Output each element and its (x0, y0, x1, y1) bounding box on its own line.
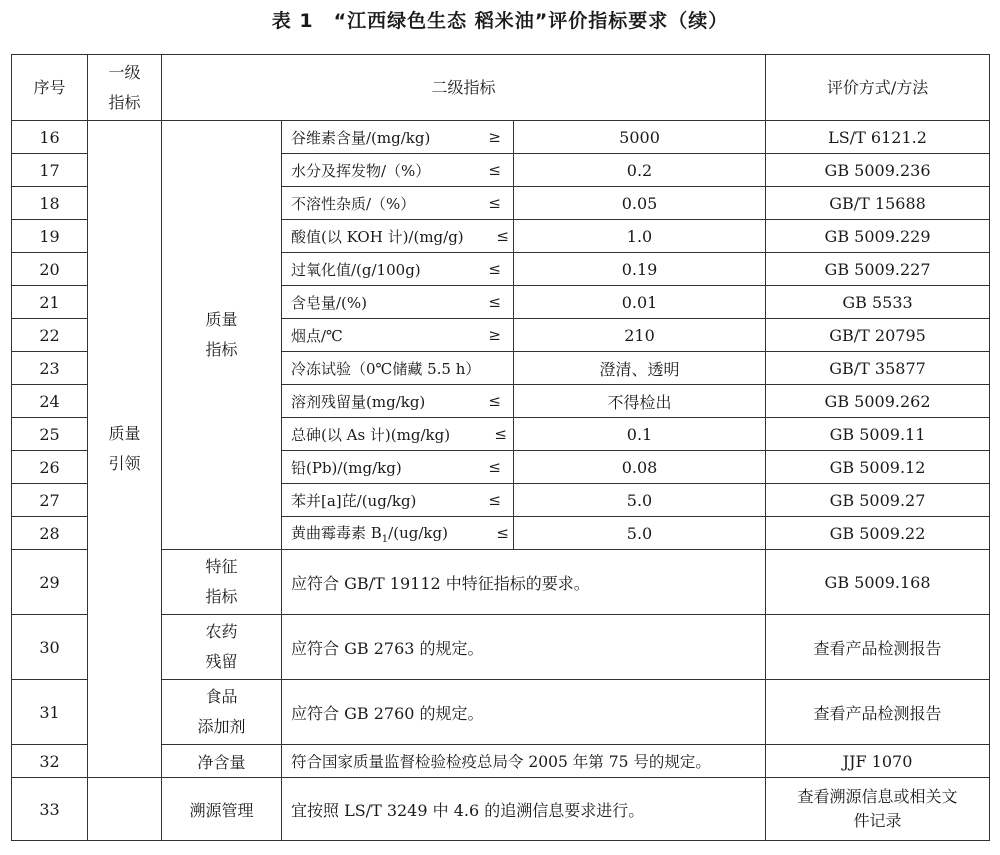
indicator-value: 0.05 (514, 187, 766, 220)
empty-cell (88, 778, 162, 841)
requirement-desc: 符合国家质量监督检验检疫总局令 2005 年第 75 号的规定。 (282, 745, 766, 778)
category-cell (162, 550, 282, 615)
operator: ≤ (488, 458, 501, 476)
indicator-name (282, 517, 514, 550)
category-cell: 溯源管理 (162, 778, 282, 841)
indicator-method: GB 5009.27 (766, 484, 990, 517)
group-quality-lead-line1: 质量 (108, 424, 141, 443)
indicator-name (282, 385, 514, 418)
indicator-name (282, 187, 514, 220)
indicator-value: 5000 (514, 121, 766, 154)
indicator-name (282, 286, 514, 319)
indicator-name (282, 253, 514, 286)
indicator-name (282, 220, 514, 253)
row-no: 17 (12, 154, 88, 187)
indicator-value: 0.2 (514, 154, 766, 187)
indicator-method: GB 5009.227 (766, 253, 990, 286)
indicator-name (282, 121, 514, 154)
indicator-method: GB/T 15688 (766, 187, 990, 220)
method-line2: 件记录 (853, 811, 902, 830)
indicator-value: 5.0 (514, 517, 766, 550)
indicator-label: 烟点/℃ (291, 326, 343, 345)
row-no: 31 (12, 680, 88, 745)
category-cell (162, 615, 282, 680)
table-title: 表 1 “江西绿色生态 稻米油”评价指标要求（续） (271, 10, 729, 32)
indicator-label-sub: 1 (381, 533, 389, 545)
row-no: 23 (12, 352, 88, 385)
indicator-name (282, 319, 514, 352)
indicator-name (282, 451, 514, 484)
indicator-value: 0.19 (514, 253, 766, 286)
indicator-method: GB/T 20795 (766, 319, 990, 352)
indicator-value: 1.0 (514, 220, 766, 253)
row-no: 29 (12, 550, 88, 615)
indicator-method: GB 5009.262 (766, 385, 990, 418)
category-line2: 添加剂 (197, 717, 246, 736)
operator: ≤ (496, 227, 509, 245)
header-level1 (88, 55, 162, 121)
indicator-value: 5.0 (514, 484, 766, 517)
category-line1: 食品 (205, 687, 238, 706)
indicator-value: 澄清、透明 (514, 352, 766, 385)
row-no: 21 (12, 286, 88, 319)
category-line1: 特征 (205, 557, 238, 576)
indicator-label: 溶剂残留量(mg/kg) (291, 392, 426, 411)
row-no: 33 (12, 778, 88, 841)
indicator-method: GB 5009.236 (766, 154, 990, 187)
indicator-method: 查看产品检测报告 (766, 680, 990, 745)
row-no: 26 (12, 451, 88, 484)
indicator-label: 谷维素含量/(mg/kg) (291, 128, 431, 147)
row-no: 22 (12, 319, 88, 352)
requirement-desc: 应符合 GB 2763 的规定。 (282, 615, 766, 680)
group-quality-lead (88, 121, 162, 778)
operator: ≤ (488, 293, 501, 311)
indicator-method: GB 5009.229 (766, 220, 990, 253)
row-no: 18 (12, 187, 88, 220)
row-no: 25 (12, 418, 88, 451)
indicator-label: 过氧化值/(g/100g) (291, 260, 421, 279)
indicator-label: 苯并[a]芘/(ug/kg) (291, 491, 417, 510)
row-no: 24 (12, 385, 88, 418)
indicator-method: GB/T 35877 (766, 352, 990, 385)
indicator-method (766, 778, 990, 841)
indicator-method: GB 5009.12 (766, 451, 990, 484)
indicator-value: 0.1 (514, 418, 766, 451)
indicator-label: 总砷(以 As 计)(mg/kg) (291, 425, 451, 444)
operator: ≤ (488, 161, 501, 179)
operator: ≤ (494, 425, 507, 443)
operator: ≥ (488, 128, 501, 146)
indicator-label-post: /(ug/kg) (388, 523, 448, 542)
row-no: 28 (12, 517, 88, 550)
method-line1: 查看溯源信息或相关文 (797, 787, 958, 806)
indicator-method: GB 5009.22 (766, 517, 990, 550)
indicator-label: 水分及挥发物/（%） (291, 161, 431, 180)
header-level1-line1: 一级 (108, 62, 141, 82)
indicator-name (282, 154, 514, 187)
indicator-label (291, 522, 448, 545)
operator: ≤ (496, 524, 509, 542)
row-no: 32 (12, 745, 88, 778)
category-cell (162, 680, 282, 745)
indicator-name (282, 418, 514, 451)
row-no: 27 (12, 484, 88, 517)
table-row (12, 121, 990, 154)
indicator-method: GB 5009.11 (766, 418, 990, 451)
header-level2: 二级指标 (162, 55, 766, 121)
indicator-value: 不得检出 (514, 385, 766, 418)
requirement-desc: 宜按照 LS/T 3249 中 4.6 的追溯信息要求进行。 (282, 778, 766, 841)
header-row (12, 55, 990, 121)
indicator-label: 不溶性杂质/（%） (291, 194, 416, 213)
row-no: 19 (12, 220, 88, 253)
indicator-label: 冷冻试验（0℃储藏 5.5 h） (291, 359, 481, 378)
operator: ≤ (488, 194, 501, 212)
row-no: 30 (12, 615, 88, 680)
group-quality-index (162, 121, 282, 550)
requirement-desc: 应符合 GB/T 19112 中特征指标的要求。 (282, 550, 766, 615)
operator: ≤ (488, 260, 501, 278)
indicator-label: 铅(Pb)/(mg/kg) (291, 458, 402, 477)
indicator-label: 酸值(以 KOH 计)/(mg/g) (291, 227, 464, 246)
operator: ≥ (488, 326, 501, 344)
group-quality-lead-line2: 引领 (108, 454, 141, 473)
category-line2: 指标 (205, 587, 238, 606)
group-quality-index-line2: 指标 (205, 340, 238, 359)
operator: ≤ (488, 491, 501, 509)
header-level1-line2: 指标 (108, 92, 141, 112)
header-no: 序号 (12, 55, 88, 121)
category-line2: 残留 (205, 652, 238, 671)
row-no: 16 (12, 121, 88, 154)
indicator-value: 0.01 (514, 286, 766, 319)
category-cell: 净含量 (162, 745, 282, 778)
indicator-name (282, 352, 514, 385)
indicator-method: GB 5533 (766, 286, 990, 319)
row-no: 20 (12, 253, 88, 286)
header-method: 评价方式/方法 (766, 55, 990, 121)
indicator-label-pre: 黄曲霉毒素 B (291, 523, 382, 542)
indicator-method: GB 5009.168 (766, 550, 990, 615)
table-row (12, 778, 990, 841)
indicator-name (282, 484, 514, 517)
indicator-value: 0.08 (514, 451, 766, 484)
indicator-method: 查看产品检测报告 (766, 615, 990, 680)
category-line1: 农药 (205, 622, 238, 641)
indicator-method: JJF 1070 (766, 745, 990, 778)
indicator-label: 含皂量/(%) (291, 293, 368, 312)
group-quality-index-line1: 质量 (205, 310, 238, 329)
indicator-value: 210 (514, 319, 766, 352)
evaluation-table (11, 54, 990, 841)
indicator-method: LS/T 6121.2 (766, 121, 990, 154)
requirement-desc: 应符合 GB 2760 的规定。 (282, 680, 766, 745)
operator: ≤ (488, 392, 501, 410)
